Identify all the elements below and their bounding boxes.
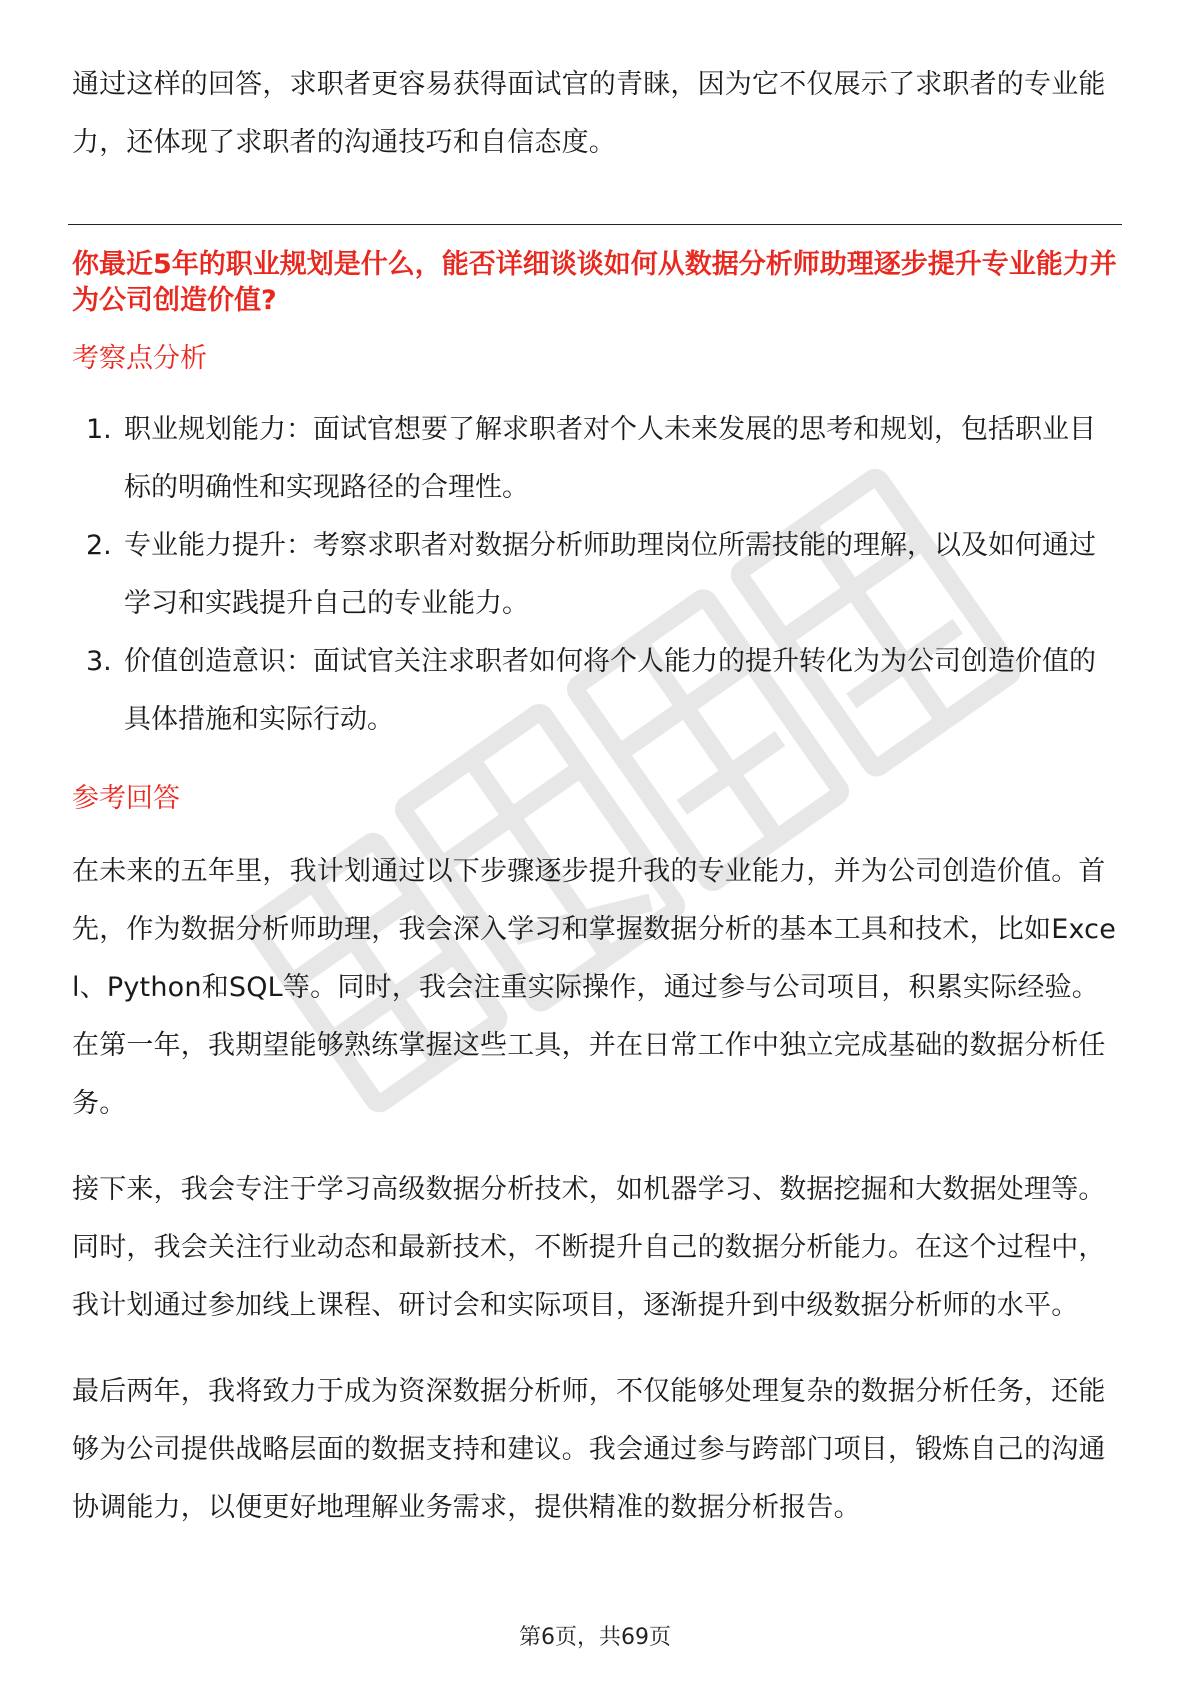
analysis-point-1: [72, 401, 1122, 517]
answer-title: 参考回答: [72, 783, 180, 814]
list-item-text: 职业规划能力：面试官想要了解求职者对个人未来发展的思考和规划，包括职业目标的明确性和实现路径的合理性。: [124, 414, 1096, 503]
question-heading: 你最近5年的职业规划是什么，能否详细谈谈如何从数据分析师助理逐步提升专业能力并为公司创造价值?: [72, 249, 1117, 316]
section-divider: [68, 224, 1122, 225]
list-item-text: 专业能力提升：考察求职者对数据分析师助理岗位所需技能的理解，以及如何通过学习和实践提升自己的专业能力。: [124, 530, 1096, 619]
list-number: 2.: [86, 530, 112, 561]
answer-body: [72, 843, 1122, 1537]
list-number: 1.: [86, 414, 112, 445]
analysis-title: 考察点分析: [72, 343, 207, 374]
list-number: 3.: [86, 646, 112, 677]
intro-paragraph: 通过这样的回答，求职者更容易获得面试官的青睐，因为它不仅展示了求职者的专业能力，还体现了求职者的沟通技巧和自信态度。: [72, 69, 1106, 158]
answer-paragraph-3: 最后两年，我将致力于成为资深数据分析师，不仅能够处理复杂的数据分析任务，还能够为公司提供战略层面的数据支持和建议。我会通过参与跨部门项目，锻炼自己的沟通协调能力，以便更好地理解业务需求，提供精准的数据分析报告。: [72, 1376, 1106, 1523]
answer-paragraph-1: 在未来的五年里，我计划通过以下步骤逐步提升我的专业能力，并为公司创造价值。首先，作为数据分析师助理，我会深入学习和掌握数据分析的基本工具和技术，比如Excel、Python和SQL等。同时，我会注重实际操作，通过参与公司项目，积累实际经验。在第一年，我期望能够熟练掌握这些工具，并在日常工作中独立完成基础的数据分析任务。: [72, 856, 1117, 1119]
analysis-point-3: [72, 633, 1122, 749]
list-item-text: 价值创造意识：面试官关注求职者如何将个人能力的提升转化为为公司创造价值的具体措施和实际行动。: [124, 646, 1096, 735]
page-number-footer: 第6页，共69页: [519, 1625, 671, 1650]
answer-paragraph-2: 接下来，我会专注于学习高级数据分析技术，如机器学习、数据挖掘和大数据处理等。同时，我会关注行业动态和最新技术，不断提升自己的数据分析能力。在这个过程中，我计划通过参加线上课程、研讨会和实际项目，逐渐提升到中级数据分析师的水平。: [72, 1174, 1106, 1321]
document-body: [72, 56, 1122, 1537]
analysis-point-2: [72, 517, 1122, 633]
analysis-list: [72, 401, 1122, 749]
